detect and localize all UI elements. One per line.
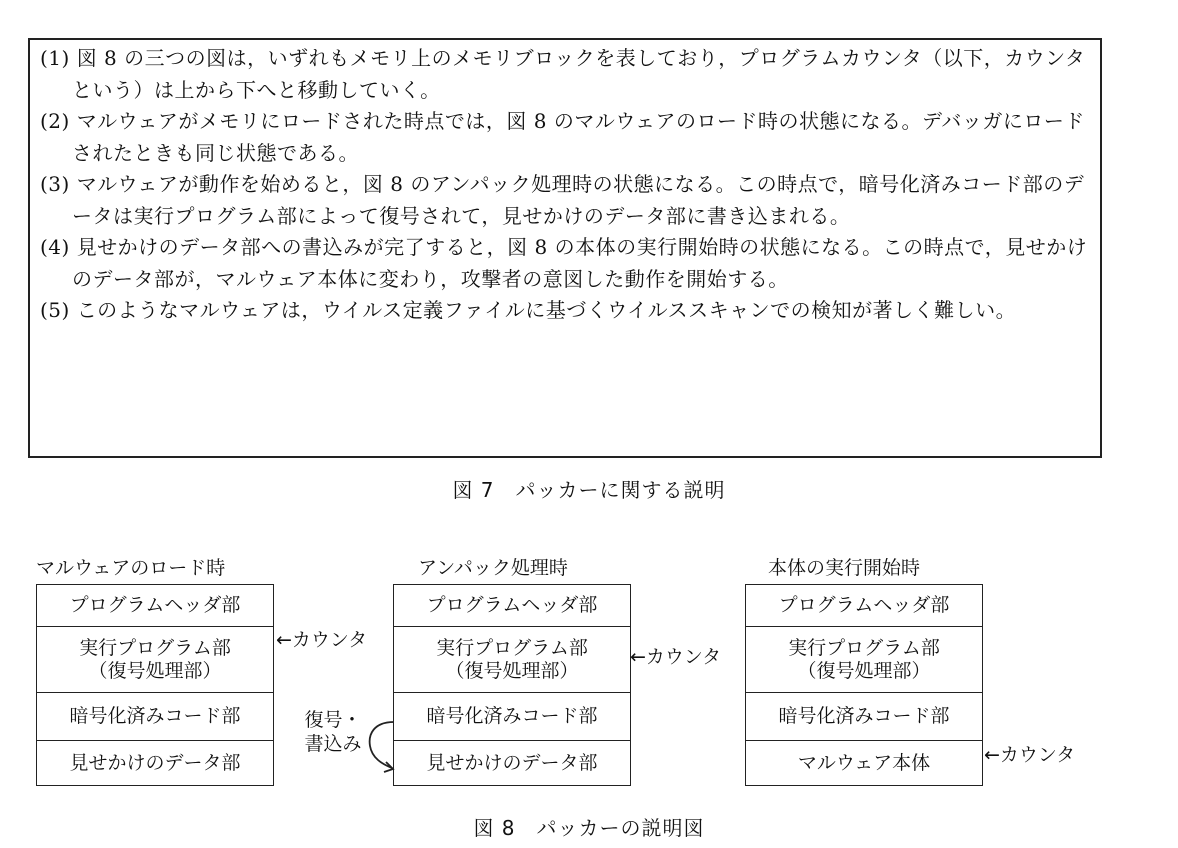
memory-stack-load	[36, 584, 274, 786]
column-title-unpack: アンパック処理時	[418, 557, 568, 579]
explanation-item-1: (1) 図 8 の三つの図は，いずれもメモリ上のメモリブロックを表しており，プログラムカウンタ（以下，カウンタという）は上から下へと移動していく。	[40, 46, 1086, 102]
explanation-item-4: (4) 見せかけのデータ部への書込みが完了すると，図 8 の本体の実行開始時の状態になる。この時点で，見せかけのデータ部が，マルウェア本体に変わり，攻撃者の意図した動作を開始する。	[40, 235, 1088, 291]
block-program-header: プログラムヘッダ部	[37, 585, 273, 627]
block-exec-program: 実行プログラム部 （復号処理部）	[37, 627, 273, 693]
explanation-item-5: (5) このようなマルウェアは，ウイルス定義ファイルに基づくウイルススキャンでの検知が著しく難しい。	[40, 298, 1017, 322]
figure-8-caption: 図 8 パッカーの説明図	[473, 816, 705, 840]
column-title-load: マルウェアのロード時	[36, 557, 226, 579]
block-program-header: プログラムヘッダ部	[394, 585, 630, 627]
block-encrypted-code: 暗号化済みコード部	[394, 693, 630, 741]
decrypt-write-note: 復号・ 書込み	[304, 709, 362, 755]
counter-pointer-load: ←カウンタ	[276, 629, 368, 651]
block-fake-data: 見せかけのデータ部	[69, 751, 241, 774]
block-encrypted-code: 暗号化済みコード部	[37, 693, 273, 741]
decrypt-write-arrow-icon	[360, 712, 400, 778]
block-malware-body: マルウェア本体	[797, 751, 931, 774]
column-title-exec: 本体の実行開始時	[768, 557, 921, 579]
packer-explanation-box	[28, 38, 1102, 458]
block-exec-program: 実行プログラム部 （復号処理部）	[394, 627, 630, 693]
block-encrypted-code: 暗号化済みコード部	[746, 693, 982, 741]
block-fake-data: 見せかけのデータ部	[426, 751, 598, 774]
block-exec-program: 実行プログラム部 （復号処理部）	[746, 627, 982, 693]
counter-pointer-unpack: ←カウンタ	[630, 646, 722, 668]
memory-stack-exec	[745, 584, 983, 786]
counter-pointer-exec: ←カウンタ	[984, 744, 1076, 766]
block-program-header: プログラムヘッダ部	[746, 585, 982, 627]
memory-stack-unpack	[393, 584, 631, 786]
figure-7-caption: 図 7 パッカーに関する説明	[452, 478, 726, 502]
explanation-item-2: (2) マルウェアがメモリにロードされた時点では，図 8 のマルウェアのロード時の状態になる。デバッガにロードされたときも同じ状態である。	[40, 109, 1085, 165]
explanation-item-3: (3) マルウェアが動作を始めると，図 8 のアンパック処理時の状態になる。この時点で，暗号化済みコード部のデータは実行プログラム部によって復号されて，見せかけのデータ部に書き込まれる。	[40, 172, 1085, 228]
